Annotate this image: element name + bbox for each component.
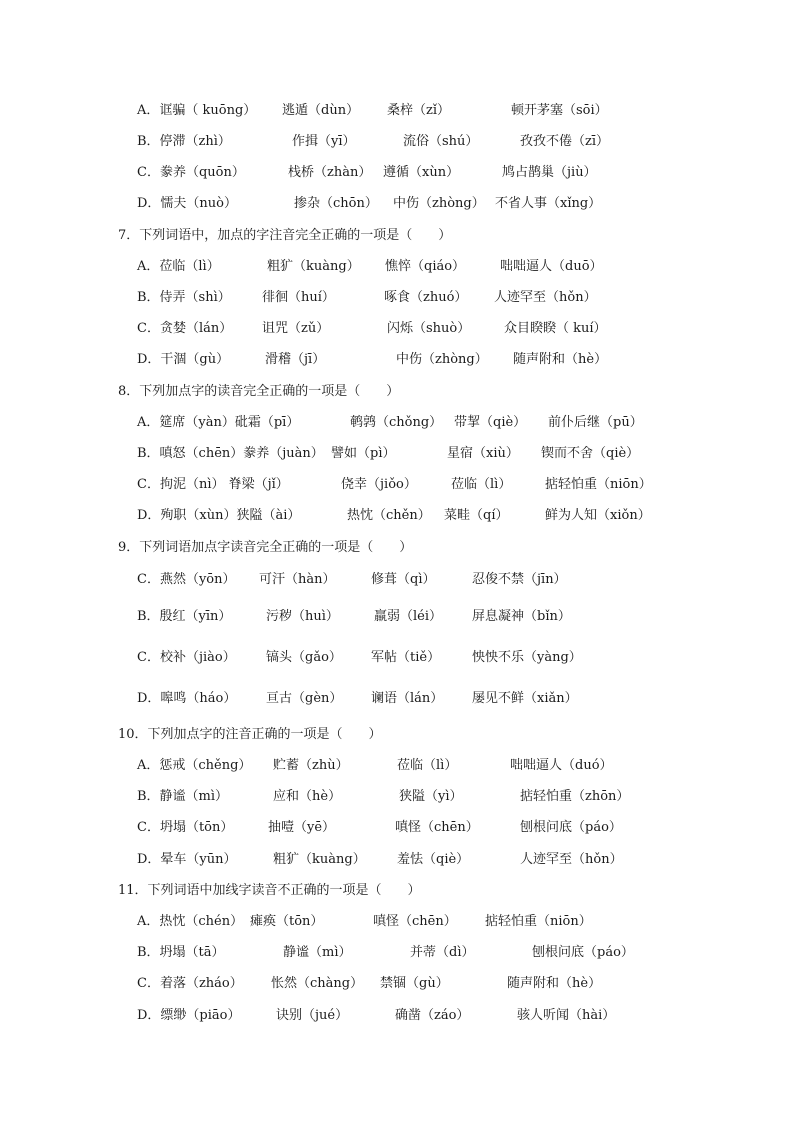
term: 闪烁（shuò） — [387, 321, 471, 336]
q6-option-b — [137, 132, 777, 152]
term: 遵循（xùn） — [383, 165, 460, 180]
term: 逃遁（dùn） — [282, 103, 360, 118]
q7-option-d — [137, 350, 777, 370]
term: 羞怯（qiè） — [397, 852, 470, 867]
term: 中伤（zhòng） — [393, 196, 485, 211]
term: 作揖（yī） — [292, 134, 356, 149]
q8-option-c — [137, 475, 777, 495]
term: 掂轻怕重（zhōn） — [520, 789, 630, 804]
question-7-stem: 7．下列词语中，加点的字注音完全正确的一项是（ ） — [118, 228, 452, 243]
term: D．殉职（xùn）狭隘（ài） — [137, 508, 301, 523]
term: 刨根问底（páo） — [520, 820, 622, 835]
term: 可汗（hàn） — [259, 572, 336, 587]
q10-option-c — [137, 818, 777, 838]
q7-option-a — [137, 257, 777, 277]
term: C．燕然（yōn） — [137, 572, 236, 587]
term: C．贪婪（lán） — [137, 321, 233, 336]
q11-option-d — [137, 1006, 777, 1026]
term: 诅咒（zǔ） — [262, 321, 330, 336]
q9-option-b — [137, 607, 777, 627]
term: 随声附和（hè） — [507, 976, 602, 991]
term: 掂轻怕重（niōn） — [485, 914, 592, 929]
term: D．嗥鸣（háo） — [137, 691, 237, 706]
q6-option-a — [137, 101, 777, 121]
term: 咄咄逼人（duō） — [500, 259, 603, 274]
term: A．惩戒（chěng） — [137, 758, 252, 773]
term: 莅临（lì） — [397, 758, 458, 773]
term: 怅然（chàng） — [271, 976, 364, 991]
term: 憔悴（qiáo） — [385, 259, 466, 274]
q10-option-b — [137, 787, 777, 807]
term: 骇人听闻（hài） — [517, 1008, 616, 1023]
term: 咄咄逼人（duó） — [510, 758, 613, 773]
term: D．干涸（gù） — [137, 352, 230, 367]
term: 孜孜不倦（zī） — [520, 134, 610, 149]
term: 亘古（gèn） — [266, 691, 343, 706]
term: 人迹罕至（hǒn） — [520, 852, 623, 867]
term: C．坍塌（tōn） — [137, 820, 234, 835]
term: 嗔怪（chēn） — [373, 914, 457, 929]
term: 瘫痪（tōn） — [250, 914, 324, 929]
term: 莅临（lì） — [451, 477, 512, 492]
term: B．嗔怒（chēn）豢养（juàn） — [137, 446, 324, 461]
term: B．静谧（mì） — [137, 789, 229, 804]
term: B．坍塌（tā） — [137, 945, 225, 960]
q9-option-c — [137, 648, 777, 668]
q7-option-c — [137, 319, 777, 339]
term: 掺杂（chōn） — [294, 196, 378, 211]
q8-option-b — [137, 444, 777, 464]
term: 应和（hè） — [273, 789, 342, 804]
q10-option-d — [137, 850, 777, 870]
term: C．拘泥（nì） 脊梁（jǐ） — [137, 477, 289, 492]
term: 侥幸（jiǒo） — [341, 477, 417, 492]
term: 狭隘（yì） — [399, 789, 463, 804]
term: 忍俊不禁（jīn） — [472, 572, 567, 587]
q11-option-b — [137, 943, 777, 963]
q9-option-a — [137, 570, 777, 590]
term: 桑梓（zǐ） — [387, 103, 451, 118]
term: 顿开茅塞（sōi） — [511, 103, 608, 118]
term: D．缥缈（piāo） — [137, 1008, 241, 1023]
term: 前仆后继（pū） — [548, 415, 643, 430]
term: 中伤（zhòng） — [396, 352, 488, 367]
term: 流俗（shú） — [403, 134, 479, 149]
q6-option-d — [137, 194, 777, 214]
question-9-stem: 9．下列词语加点字读音完全正确的一项是（ ） — [118, 540, 413, 555]
term: 并蒂（dì） — [410, 945, 475, 960]
term: 鸠占鹊巢（jiù） — [502, 165, 597, 180]
term: 滑稽（jī） — [265, 352, 326, 367]
q9-option-d — [137, 689, 777, 709]
term: 屡见不鲜（xiǎn） — [472, 691, 578, 706]
term: 抽噎（yē） — [268, 820, 336, 835]
term: 修葺（qì） — [371, 572, 436, 587]
term: 确凿（záo） — [395, 1008, 470, 1023]
term: A．热忱（chén） — [137, 914, 244, 929]
term: 屏息凝神（bǐn） — [472, 609, 571, 624]
term: 譬如（pì） — [331, 446, 396, 461]
term: 怏怏不乐（yàng） — [472, 650, 582, 665]
term: 随声附和（hè） — [513, 352, 608, 367]
term: 不省人事（xǐng） — [495, 196, 602, 211]
q8-option-a — [137, 413, 777, 433]
q7-option-b — [137, 288, 777, 308]
term: 带挈（qiè） — [454, 415, 527, 430]
term: 羸弱（léi） — [374, 609, 443, 624]
q11-option-c — [137, 974, 777, 994]
question-11-stem: 11．下列词语中加线字读音不正确的一项是（ ） — [118, 883, 421, 898]
q10-option-a — [137, 756, 777, 776]
term: A．莅临（lì） — [137, 259, 220, 274]
term: D．晕车（yūn） — [137, 852, 237, 867]
term: D．懦夫（nuò） — [137, 196, 237, 211]
term: C．豢养（quōn） — [137, 165, 245, 180]
term: 人迹罕至（hǒn） — [494, 290, 597, 305]
term: 谰语（lán） — [371, 691, 444, 706]
term: 粗犷（kuàng） — [273, 852, 366, 867]
term: B．殷红（yīn） — [137, 609, 232, 624]
question-10-stem: 10．下列加点字的注音正确的一项是（ ） — [118, 727, 382, 742]
term: 军帖（tiě） — [371, 650, 441, 665]
term: B．侍弄（shì） — [137, 290, 231, 305]
term: 徘徊（huí） — [262, 290, 335, 305]
term: 啄食（zhuó） — [384, 290, 468, 305]
term: 鲜为人知（xiǒn） — [545, 508, 651, 523]
term: 鹌鹑（chǒng） — [350, 415, 443, 430]
term: 粗犷（kuàng） — [267, 259, 360, 274]
term: C．校补（jiào） — [137, 650, 236, 665]
q11-option-a — [137, 912, 777, 932]
q6-option-c — [137, 163, 777, 183]
term: 栈桥（zhàn） — [288, 165, 372, 180]
term: 诀别（jué） — [276, 1008, 349, 1023]
term: 锲而不舍（qiè） — [541, 446, 640, 461]
term: A．筵席（yàn）砒霜（pī） — [137, 415, 300, 430]
term: 热忱（chěn） — [347, 508, 431, 523]
term: 掂轻怕重（niōn） — [545, 477, 652, 492]
term: A．诓骗（ kuōng） — [137, 103, 257, 118]
question-8-stem: 8．下列加点字的读音完全正确的一项是（ ） — [118, 384, 400, 399]
term: 镐头（gǎo） — [266, 650, 342, 665]
term: 禁锢（gù） — [380, 976, 449, 991]
term: 贮蓄（zhù） — [273, 758, 349, 773]
term: 静谧（mì） — [283, 945, 352, 960]
term: 污秽（huì） — [266, 609, 339, 624]
term: 众目睽睽（ kuí） — [504, 321, 607, 336]
term: B．停滞（zhì） — [137, 134, 231, 149]
term: 嗔怪（chēn） — [395, 820, 479, 835]
term: 刨根问底（páo） — [532, 945, 634, 960]
term: 星宿（xiù） — [447, 446, 519, 461]
term: 菜畦（qí） — [444, 508, 509, 523]
term: C．着落（zháo） — [137, 976, 243, 991]
q8-option-d — [137, 506, 777, 526]
